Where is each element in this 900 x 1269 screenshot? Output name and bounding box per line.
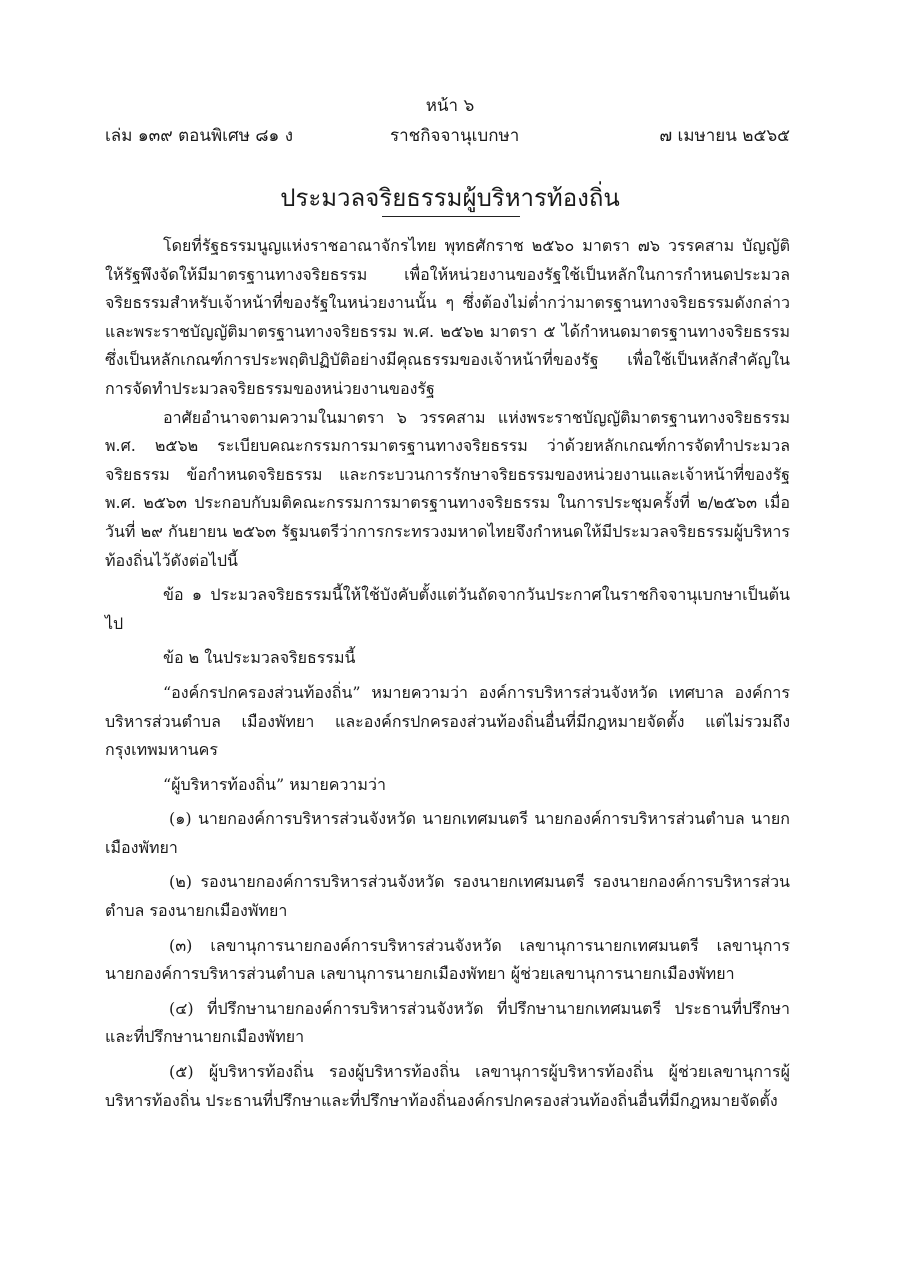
title-underline: [382, 216, 520, 217]
definition-local-government: “องค์กรปกครองส่วนท้องถิ่น” หมายความว่า องค์การบริหารส่วนจังหวัด เทศบาล องค์การบริหารส่วนตำบล เมืองพัทยา และองค์กรปกครองส่วนท้องถิ่นอื่นที่มีกฎหมายจัดตั้ง แต่ไม่รวมถึงกรุงเทพมหานคร: [105, 682, 790, 760]
definition-item-3: (๓) เลขานุการนายกองค์การบริหารส่วนจังหวัด เลขานุการนายกเทศมนตรี เลขานุการนายกองค์การบริหารส่วนตำบล เลขานุการนายกเมืองพัทยา ผู้ช่วยเลขานุการนายกเมืองพัทยา: [105, 935, 790, 984]
definition-local-executive: “ผู้บริหารท้องถิ่น” หมายความว่า: [163, 774, 386, 794]
clause-1: ข้อ ๑ ประมวลจริยธรรมนี้ให้ใช้บังคับตั้งแต่วันถัดจากวันประกาศในราชกิจจานุเบกษาเป็นต้นไป: [105, 585, 790, 633]
gazette-header: [105, 122, 790, 146]
definition-item-1: (๑) นายกองค์การบริหารส่วนจังหวัด นายกเทศมนตรี นายกองค์การบริหารส่วนตำบล นายกเมืองพัทยา: [105, 809, 790, 857]
gazette-name: ราชกิจจานุเบกษา: [390, 126, 520, 146]
definition-item-2: (๒) รองนายกองค์การบริหารส่วนจังหวัด รองนายกเทศมนตรี รองนายกองค์การบริหารส่วนตำบล รองนายกเมืองพัทยา: [105, 872, 790, 921]
document-body: [105, 232, 790, 1115]
volume-issue: เล่ม ๑๓๙ ตอนพิเศษ ๘๑ ง: [105, 126, 294, 146]
preamble-paragraph: โดยที่รัฐธรรมนูญแห่งราชอาณาจักรไทย พุทธศักราช ๒๕๖๐ มาตรา ๗๖ วรรคสาม บัญญัติให้รัฐพึงจัดให้มีมาตรฐานทางจริยธรรม เพื่อให้หน่วยงานของรัฐใช้เป็นหลักในการกำหนดประมวลจริยธรรมสำหรับเจ้าหน้าที่ของรัฐในหน่วยงานนั้น ๆ ซึ่งต้องไม่ต่ำกว่ามาตรฐานทางจริยธรรมดังกล่าว และพระราชบัญญัติมาตรฐานทางจริยธรรม พ.ศ. ๒๕๖๒ มาตรา ๕ ได้กำหนดมาตรฐานทางจริยธรรม ซึ่งเป็นหลักเกณฑ์การประพฤติปฏิบัติอย่างมีคุณธรรมของเจ้าหน้าที่ของรัฐ เพื่อใช้เป็นหลักสำคัญในการจัดทำประมวลจริยธรรมของหน่วยงานของรัฐ: [105, 236, 791, 398]
document-title: ประมวลจริยธรรมผู้บริหารท้องถิ่น: [280, 184, 620, 212]
publication-date: ๗ เมษายน ๒๕๖๕: [659, 126, 790, 146]
definition-item-5: (๕) ผู้บริหารท้องถิ่น รองผู้บริหารท้องถิ่น เลขานุการผู้บริหารท้องถิ่น ผู้ช่วยเลขานุการผู้บริหารท้องถิ่น ประธานที่ปรึกษาและที่ปรึกษาท้องถิ่นองค์กรปกครองส่วนท้องถิ่นอื่นที่มีกฎหมายจัดตั้ง: [105, 1062, 790, 1110]
page-number: หน้า ๖: [425, 96, 475, 116]
authority-paragraph: อาศัยอำนาจตามความในมาตรา ๖ วรรคสาม แห่งพระราชบัญญัติมาตรฐานทางจริยธรรม พ.ศ. ๒๕๖๒ ระเบียบคณะกรรมการมาตรฐานทางจริยธรรม ว่าด้วยหลักเกณฑ์การจัดทำประมวลจริยธรรม ข้อกำหนดจริยธรรม และกระบวนการรักษาจริยธรรมของหน่วยงานและเจ้าหน้าที่ของรัฐ พ.ศ. ๒๕๖๓ ประกอบกับมติคณะกรรมการมาตรฐานทางจริยธรรม ในการประชุมครั้งที่ ๒/๒๕๖๓ เมื่อวันที่ ๒๙ กันยายน ๒๕๖๓ รัฐมนตรีว่าการกระทรวงมหาดไทยจึงกำหนดให้มีประมวลจริยธรรมผู้บริหารท้องถิ่นไว้ดังต่อไปนี้: [105, 407, 790, 570]
definition-item-4: (๔) ที่ปรึกษานายกองค์การบริหารส่วนจังหวัด ที่ปรึกษานายกเทศมนตรี ประธานที่ปรึกษาและที่ปรึกษานายกเมืองพัทยา: [105, 998, 790, 1047]
clause-2: ข้อ ๒ ในประมวลจริยธรรมนี้: [163, 648, 356, 668]
